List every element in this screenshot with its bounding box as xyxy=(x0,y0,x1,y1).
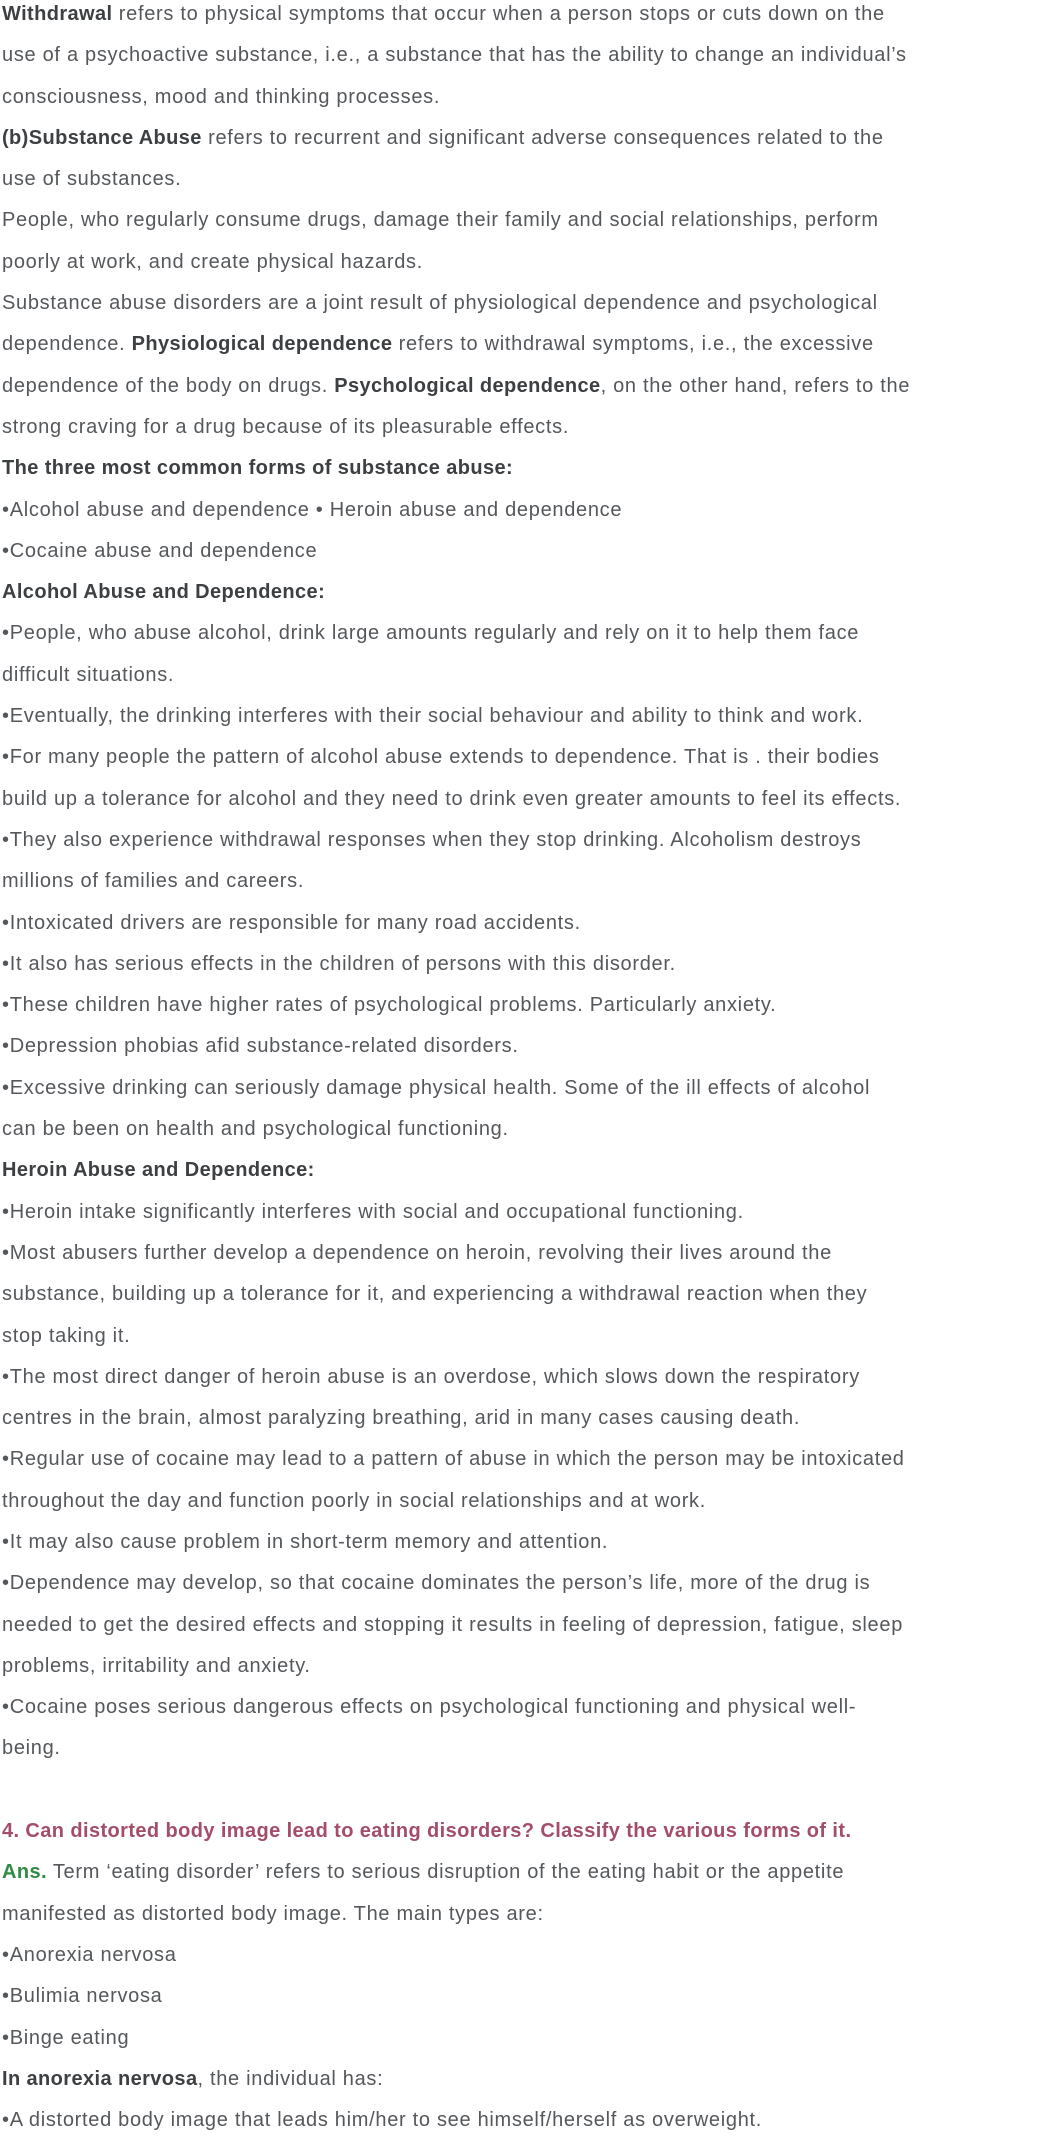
text-run: centres in the brain, almost paralyzing breathing, arid in many cases causing death. xyxy=(2,1407,801,1430)
bullet-distorted-image xyxy=(2,2100,1051,2141)
bullet-cocaine-line xyxy=(2,1646,1051,1687)
bullet-heroin-line xyxy=(2,1316,1051,1357)
text-run: refers to physical symptoms that occur when a person stops or cuts down on the xyxy=(112,3,885,25)
text-run: •A distorted body image that leads him/her to see himself/herself as overweight. xyxy=(2,2109,763,2132)
bullet-cocaine-line xyxy=(2,1481,1051,1522)
bullet-cocaine-line xyxy=(2,1522,1051,1563)
paragraph-consume-drugs-line xyxy=(2,200,1051,241)
text-run: •For many people the pattern of alcohol abuse extends to dependence. That is . their bodies xyxy=(2,746,880,769)
text-run: •These children have higher rates of psychological problems. Particularly anxiety. xyxy=(2,994,777,1017)
text-run: throughout the day and function poorly in social relationships and at work. xyxy=(2,1489,707,1512)
text-run: •Dependence may develop, so that cocaine dominates the person’s life, more of the drug is xyxy=(2,1572,871,1595)
bullet-alcohol-line xyxy=(2,1068,1051,1109)
text-run: dependence. xyxy=(2,333,132,356)
text-run: manifested as distorted body image. The main types are: xyxy=(2,1902,544,1925)
answer-line xyxy=(2,1852,1051,1893)
bullet-alcohol-line xyxy=(2,655,1051,696)
text-run: •Alcohol abuse and dependence • Heroin abuse and dependence xyxy=(2,498,623,521)
paragraph-dependence-line xyxy=(2,283,1051,324)
text-run: build up a tolerance for alcohol and they need to drink even greater amounts to feel its effects. xyxy=(2,787,902,810)
bullet-alcohol-line xyxy=(2,737,1051,778)
paragraph-dependence-line xyxy=(2,324,1051,365)
text-run: strong craving for a drug because of its pleasurable effects. xyxy=(2,415,570,438)
bullet-alcohol-line xyxy=(2,613,1051,654)
bullet-cocaine-line xyxy=(2,1563,1051,1604)
text-run: dependence of the body on drugs. xyxy=(2,374,335,397)
bullet-cocaine xyxy=(2,531,1051,572)
bullet-alcohol-heroin xyxy=(2,490,1051,531)
paragraph-withdrawal-line xyxy=(2,35,1051,76)
text-run: •Cocaine poses serious dangerous effects on psychological functioning and physical well- xyxy=(2,1696,857,1719)
text-run: •Regular use of cocaine may lead to a pattern of abuse in which the person may be intoxicated xyxy=(2,1448,905,1471)
text-run: •Eventually, the drinking interferes with their social behaviour and ability to think and work. xyxy=(2,705,864,728)
text-run: •Anorexia nervosa xyxy=(2,1943,177,1966)
text-run: problems, irritability and anxiety. xyxy=(2,1654,311,1677)
text-run: poorly at work, and create physical hazards. xyxy=(2,250,423,273)
text-run: •Depression phobias afid substance-related disorders. xyxy=(2,1035,519,1058)
text-run: refers to recurrent and significant adverse consequences related to the xyxy=(201,126,884,149)
bullet-heroin-line xyxy=(2,1398,1051,1439)
bold-text-run: Physiological dependence xyxy=(131,333,393,356)
text-run: refers to withdrawal symptoms, i.e., the excessive xyxy=(392,333,874,356)
bullet-cocaine-line xyxy=(2,1728,1051,1769)
bullet-alcohol-line xyxy=(2,903,1051,944)
text-run: •The most direct danger of heroin abuse is an overdose, which slows down the respiratory xyxy=(2,1365,860,1388)
text-run: •They also experience withdrawal responses when they stop drinking. Alcoholism destroys xyxy=(2,828,862,851)
bullet-alcohol-line xyxy=(2,985,1051,1026)
bullet-alcohol-line xyxy=(2,1026,1051,1067)
paragraph-anorexia-line xyxy=(2,2059,1051,2100)
text-run: •Binge eating xyxy=(2,2026,130,2049)
bullet-alcohol-line xyxy=(2,820,1051,861)
bold-text-run: In anorexia nervosa xyxy=(2,2067,198,2090)
text-run: Substance abuse disorders are a joint result of physiological dependence and psychological xyxy=(2,292,878,315)
text-run: consciousness, mood and thinking processes. xyxy=(2,85,441,108)
paragraph-dependence-line xyxy=(2,407,1051,448)
text-run: use of a psychoactive substance, i.e., a substance that has the ability to change an individual’s xyxy=(2,44,907,67)
heading-heroin-abuse xyxy=(2,1150,1051,1191)
text-run: •It may also cause problem in short-term memory and attention. xyxy=(2,1530,609,1553)
bullet-alcohol-line xyxy=(2,779,1051,820)
question-heading xyxy=(2,1811,1051,1852)
bullet-binge-eating xyxy=(2,2018,1051,2059)
bullet-heroin-line xyxy=(2,1192,1051,1233)
bold-text-run: Alcohol Abuse and Dependence: xyxy=(2,581,326,604)
bullet-anorexia xyxy=(2,1935,1051,1976)
text-run: millions of families and careers. xyxy=(2,870,305,893)
paragraph-substance-abuse-line xyxy=(2,118,1051,159)
text-run: , on the other hand, refers to the xyxy=(600,374,911,397)
bold-text-run: Heroin Abuse and Dependence: xyxy=(2,1159,315,1182)
text-run: •It also has serious effects in the children of persons with this disorder. xyxy=(2,952,676,975)
text-run: being. xyxy=(2,1737,61,1760)
text-run: •Heroin intake significantly interferes with social and occupational functioning. xyxy=(2,1200,744,1223)
paragraph-withdrawal-line xyxy=(2,77,1051,118)
answer-label: Ans. xyxy=(2,1861,47,1884)
bold-text-run: The three most common forms of substance abuse: xyxy=(2,457,514,480)
bullet-cocaine-line xyxy=(2,1687,1051,1728)
text-run: stop taking it. xyxy=(2,1324,131,1347)
bullet-heroin-line xyxy=(2,1233,1051,1274)
heading-alcohol-abuse xyxy=(2,572,1051,613)
bold-text-run: Psychological dependence xyxy=(334,374,601,397)
bullet-alcohol-line xyxy=(2,861,1051,902)
text-run: , the individual has: xyxy=(197,2067,384,2090)
text-run: can be been on health and psychological functioning. xyxy=(2,1118,509,1141)
bullet-cocaine-line xyxy=(2,1439,1051,1480)
bold-text-run: 4. Can distorted body image lead to eating disorders? Classify the various forms of it. xyxy=(2,1820,852,1843)
bold-text-run: (b)Substance Abuse xyxy=(2,126,202,149)
text-run: •Excessive drinking can seriously damage physical health. Some of the ill effects of alcohol xyxy=(2,1076,871,1099)
bullet-cocaine-line xyxy=(2,1605,1051,1646)
text-run: difficult situations. xyxy=(2,663,175,686)
text-run: People, who regularly consume drugs, damage their family and social relationships, perform xyxy=(2,209,879,232)
bullet-heroin-line xyxy=(2,1357,1051,1398)
answer-line xyxy=(2,1894,1051,1935)
text-run: Term ‘eating disorder’ refers to serious disruption of the eating habit or the appetite xyxy=(46,1861,845,1884)
bullet-alcohol-line xyxy=(2,696,1051,737)
text-run: •Cocaine abuse and dependence xyxy=(2,539,318,562)
bullet-alcohol-line xyxy=(2,944,1051,985)
bullet-alcohol-line xyxy=(2,1109,1051,1150)
bold-text-run: Withdrawal xyxy=(2,3,113,25)
text-run: needed to get the desired effects and stopping it results in feeling of depression, fatigue, sleep xyxy=(2,1613,904,1636)
text-run: •Most abusers further develop a dependence on heroin, revolving their lives around the xyxy=(2,1241,832,1264)
heading-common-forms xyxy=(2,448,1051,489)
bullet-heroin-line xyxy=(2,1274,1051,1315)
paragraph-withdrawal-line xyxy=(2,0,1051,35)
paragraph-dependence-line xyxy=(2,366,1051,407)
text-run: •Bulimia nervosa xyxy=(2,1985,163,2008)
blank-separator xyxy=(2,1770,1051,1811)
text-run: •People, who abuse alcohol, drink large amounts regularly and rely on it to help them face xyxy=(2,622,860,645)
text-run: •Intoxicated drivers are responsible for many road accidents. xyxy=(2,911,581,934)
bullet-bulimia xyxy=(2,1976,1051,2017)
text-run: use of substances. xyxy=(2,168,182,191)
text-run: substance, building up a tolerance for it, and experiencing a withdrawal reaction when they xyxy=(2,1283,868,1306)
paragraph-consume-drugs-line xyxy=(2,242,1051,283)
paragraph-substance-abuse-line xyxy=(2,159,1051,200)
